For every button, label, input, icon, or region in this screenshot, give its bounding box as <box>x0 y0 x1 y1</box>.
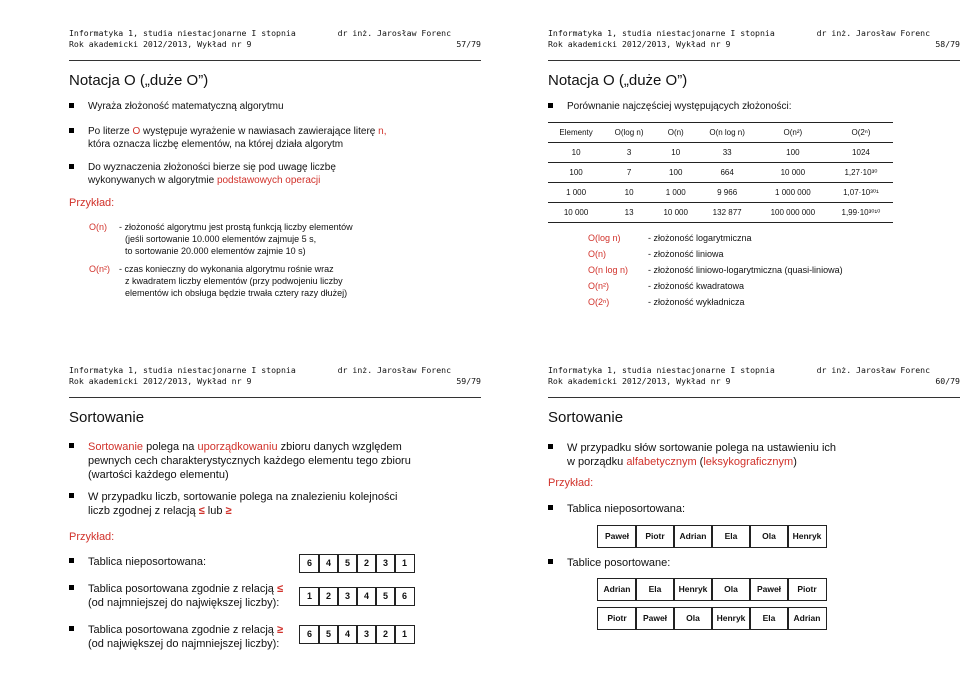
table-cell: 10 <box>654 143 697 163</box>
array-cell: 2 <box>318 587 339 606</box>
table-cell: 1 000 000 <box>757 183 829 203</box>
example-label: Przykład: <box>548 477 594 489</box>
column-header: O(n²) <box>757 123 829 143</box>
table-row <box>548 203 893 223</box>
table-row <box>548 183 893 203</box>
array-cell: Piotr <box>597 607 637 630</box>
bullet-marker <box>69 164 74 169</box>
array-cell: Piotr <box>787 578 827 601</box>
example-label: Przykład: <box>69 197 115 209</box>
array-cell: Henryk <box>711 607 751 630</box>
course-line: Informatyka 1, studia niestacjonarne I stopnia <box>69 28 296 38</box>
slide-header: Informatyka 1, studia niestacjonarne I stopnia Rok akademicki 2012/2013, Wykład nr 9 dr inż. Jarosław Forenc 60/79 <box>548 365 960 386</box>
example-label: Przykład: <box>69 531 115 543</box>
table-cell: 10 <box>604 183 654 203</box>
array-cell: 1 <box>394 625 415 644</box>
bullet-marker <box>69 493 74 498</box>
array-cell: Adrian <box>597 578 637 601</box>
table-cell: 664 <box>697 163 756 183</box>
array-cell: Ola <box>673 607 713 630</box>
array-cell: Ola <box>749 525 789 548</box>
array-cell: 1 <box>394 554 415 573</box>
array-cell: Ela <box>635 578 675 601</box>
column-header: O(n) <box>654 123 697 143</box>
legend-description: - złożoność kwadratowa <box>648 281 745 291</box>
legend-notation: O(log n) <box>588 233 621 243</box>
bullet-marker <box>69 585 74 590</box>
slide-header: Informatyka 1, studia niestacjonarne I stopnia Rok akademicki 2012/2013, Wykład nr 9 dr inż. Jarosław Forenc 59/79 <box>69 365 481 386</box>
legend-notation: O(n²) <box>588 281 609 291</box>
table-cell: 1,07·10³⁰¹ <box>829 183 893 203</box>
array-cell: Paweł <box>597 525 637 548</box>
bullet-marker <box>69 103 74 108</box>
array-cell: 6 <box>394 587 415 606</box>
legend-description: - złożoność wykładnicza <box>648 297 745 307</box>
array-cell: Paweł <box>749 578 789 601</box>
legend-description: - złożoność liniowa <box>648 249 724 259</box>
table-cell: 3 <box>604 143 654 163</box>
notation-on2: O(n²) <box>89 264 110 274</box>
table-cell: 10 <box>548 143 604 163</box>
slide-60: Informatyka 1, studia niestacjonarne I stopnia Rok akademicki 2012/2013, Wykład nr 9 dr inż. Jarosław Forenc 60/79 Sortowanie W przypadku słów sortowanie polega na ustawieniu ich w porządku alfabetycznym (leksykograficznym) Przykład: Tablica nieposortowana: Paweł Piotr Adrian Ela Ola Henryk Tablice posortowane: Adrian Ela Henryk Ola Paweł Piotr Piotr Paweł Ola Henryk Ela Adrian <box>548 359 960 679</box>
bullet-marker <box>69 443 74 448</box>
column-header: O(log n) <box>604 123 654 143</box>
column-header: O(2ⁿ) <box>829 123 893 143</box>
array-cell: 5 <box>375 587 396 606</box>
table-cell: 10 000 <box>757 163 829 183</box>
slide-title: Sortowanie <box>69 409 145 426</box>
table-row <box>548 143 893 163</box>
table-cell: 100 <box>548 163 604 183</box>
table-cell: 132 877 <box>697 203 756 223</box>
notation-on: O(n) <box>89 222 107 232</box>
header-divider <box>548 397 960 398</box>
table-row <box>548 163 893 183</box>
header-divider <box>69 397 481 398</box>
array-cell: Ela <box>711 525 751 548</box>
array-cell: 1 <box>299 587 320 606</box>
complexity-table <box>548 122 893 223</box>
table-cell: 100 <box>654 163 697 183</box>
array-cell: 4 <box>356 587 377 606</box>
array-cell: Henryk <box>787 525 827 548</box>
array-cell: 2 <box>356 554 377 573</box>
array-cell: 5 <box>318 625 339 644</box>
table-cell: 7 <box>604 163 654 183</box>
bullet-marker <box>548 559 553 564</box>
slide-57: Informatyka 1, studia niestacjonarne I stopnia Rok akademicki 2012/2013, Wykład nr 9 dr inż. Jarosław Forenc 57/79 Notacja O („duże O”) Wyraża złożoność matematyczną algorytmu Po literze O występuje wyrażenie w nawiasach zawierające literę n, która oznacza liczbę elementów, na której działa algorytm Do wyznaczenia złożoności bierze się pod uwagę liczbę wykonywanych w algorytmie podstawowych operacji Przykład: O(n) - złożoność algorytmu jest prostą funkcją liczby elementów (jeśli sortowanie 10.000 elementów zajmuje 5 s, to sortowanie 20.000 elementów zajmie 10 s) O(n²) - czas konieczny do wykonania algorytmu rośnie wraz z kwadratem liczby elementów (przy podwojeniu liczby elementów ich obsługa będzie trwała cztery razy dłużej) <box>69 22 481 342</box>
legend-description: - złożoność liniowo-logarytmiczna (quasi-liniowa) <box>648 265 843 275</box>
legend-description: - złożoność logarytmiczna <box>648 233 752 243</box>
page-number: 57/79 <box>456 39 481 49</box>
legend-notation: O(2ⁿ) <box>588 297 610 307</box>
bullet-marker <box>69 626 74 631</box>
array-cell: 2 <box>375 625 396 644</box>
array-cell: 3 <box>356 625 377 644</box>
array-cell: Adrian <box>673 525 713 548</box>
slide-59: Informatyka 1, studia niestacjonarne I stopnia Rok akademicki 2012/2013, Wykład nr 9 dr inż. Jarosław Forenc 59/79 Sortowanie Sortowanie polega na uporządkowaniu zbioru danych względem pewnych cech charakterystycznych każdego elementu tego zbioru (wartości każdego elementu) W przypadku liczb, sortowanie polega na znalezieniu kolejności liczb zgodnej z relacją ≤ lub ≥ Przykład: Tablica nieposortowana: 6 4 5 2 3 1 Tablica posortowana zgodnie z relacją ≤ (od najmniejszej do największej liczby): 1 2 3 4 5 6 Tablica posortowana zgodnie z relacją ≥ (od największej do najmniejszej liczby): 6 5 4 3 2 1 <box>69 359 481 679</box>
slide-header <box>69 28 481 52</box>
array-cell: 6 <box>299 625 320 644</box>
legend-notation: O(n) <box>588 249 606 259</box>
table-cell: 1 000 <box>548 183 604 203</box>
table-cell: 10 000 <box>654 203 697 223</box>
slide-title: Notacja O („duże O”) <box>69 72 209 89</box>
array-cell: Paweł <box>635 607 675 630</box>
table-cell: 1 000 <box>654 183 697 203</box>
array-cell: Adrian <box>787 607 827 630</box>
bullet-marker <box>548 505 553 510</box>
array-cell: 6 <box>299 554 320 573</box>
table-cell: 1,27·10³⁰ <box>829 163 893 183</box>
table-cell: 13 <box>604 203 654 223</box>
array-cell: 5 <box>337 554 358 573</box>
table-cell: 1,99·10³⁰¹⁰ <box>829 203 893 223</box>
table-cell: 100 <box>757 143 829 163</box>
table-cell: 100 000 000 <box>757 203 829 223</box>
array-cell: Ola <box>711 578 751 601</box>
header-divider <box>69 60 481 61</box>
slide-title: Notacja O („duże O”) <box>548 72 688 89</box>
slide-title: Sortowanie <box>548 409 624 426</box>
array-cell: Henryk <box>673 578 713 601</box>
table-cell: 9 966 <box>697 183 756 203</box>
year-line: Rok akademicki 2012/2013, Wykład nr 9 <box>69 39 252 49</box>
array-cell: 4 <box>337 625 358 644</box>
array-cell: 4 <box>318 554 339 573</box>
bullet-marker <box>548 444 553 449</box>
array-cell: 3 <box>375 554 396 573</box>
header-divider <box>548 60 960 61</box>
array-cell: Ela <box>749 607 789 630</box>
bullet-marker <box>69 558 74 563</box>
table-cell: 33 <box>697 143 756 163</box>
author: dr inż. Jarosław Forenc <box>337 28 451 38</box>
column-header: O(n log n) <box>697 123 756 143</box>
table-cell: 10 000 <box>548 203 604 223</box>
legend-notation: O(n log n) <box>588 265 629 275</box>
column-header: Elementy <box>548 123 604 143</box>
array-cell: 3 <box>337 587 358 606</box>
array-cell: Piotr <box>635 525 675 548</box>
table-header-row <box>548 123 893 143</box>
page-number: 58/79 <box>935 39 960 49</box>
slide-58: Informatyka 1, studia niestacjonarne I stopnia Rok akademicki 2012/2013, Wykład nr 9 dr inż. Jarosław Forenc 58/79 Notacja O („duże O”) Porównanie najczęściej występujących złożoności: Elementy O(log n) O(n) O(n log n) O(n²) O(2ⁿ) 10 3 10 33 100 1024 100 7 100 664 10 000 1,27·10³⁰ 1 000 10 1 000 9 966 1 000 000 1,07·10³⁰¹ 10 000 13 10 000 132 877 100 000 000 1,99·10³⁰¹⁰ O(log n) - złożoność logarytmiczna O(n) - złożoność liniowa O(n log n) - złożoność liniowo-logarytmiczna (quasi-liniowa) O(n²) - złożoność kwadratowa O(2ⁿ) - złożoność wykładnicza <box>548 22 960 342</box>
page-number: 59/79 <box>456 376 481 386</box>
bullet-marker <box>69 128 74 133</box>
page-number: 60/79 <box>935 376 960 386</box>
bullet-marker <box>548 103 553 108</box>
slide-header: Informatyka 1, studia niestacjonarne I stopnia Rok akademicki 2012/2013, Wykład nr 9 dr inż. Jarosław Forenc 58/79 <box>548 28 960 49</box>
table-cell: 1024 <box>829 143 893 163</box>
